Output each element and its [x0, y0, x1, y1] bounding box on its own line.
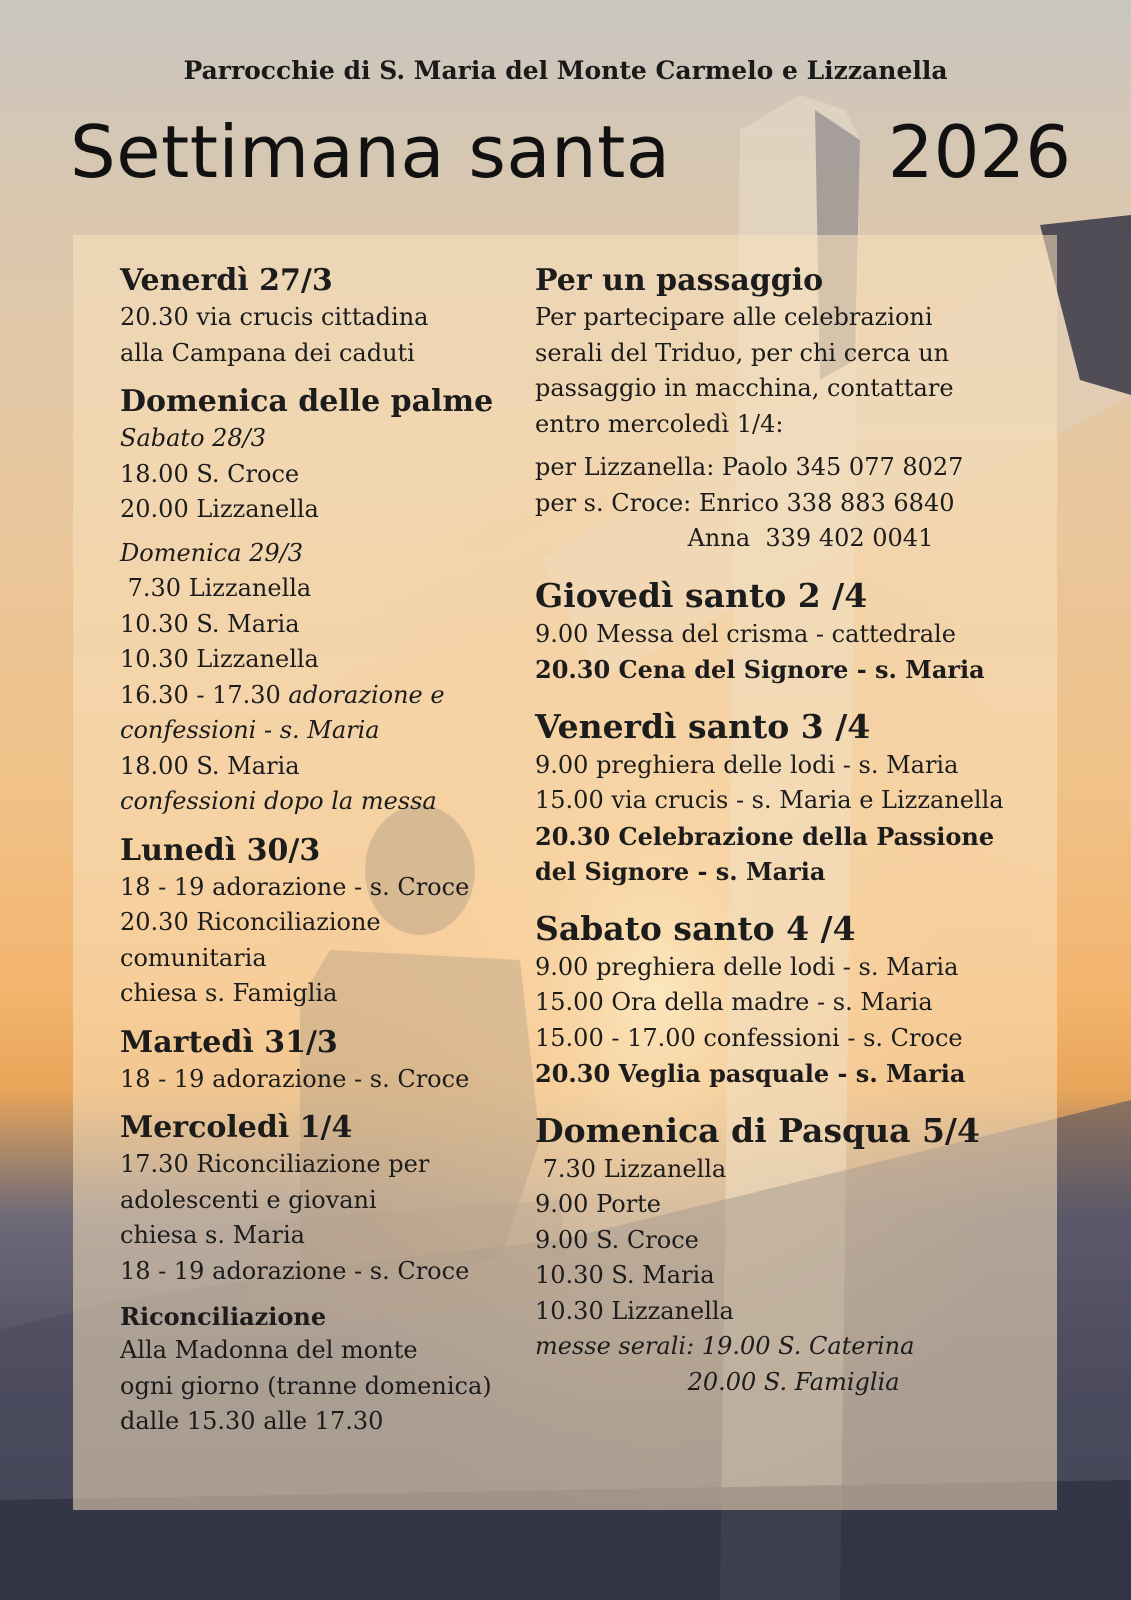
schedule-line: 20.30 Veglia pasquale - s. Maria: [535, 1059, 966, 1088]
section-heading: Mercoledì 1/4: [120, 1110, 353, 1145]
section-venerdi-santo: [535, 706, 1045, 890]
schedule-line: 18 - 19 adorazione - s. Croce: [120, 1064, 470, 1093]
left-column: [120, 262, 515, 1440]
section-heading: Venerdì santo 3 /4: [535, 706, 871, 746]
section-sabato-santo: [535, 908, 1045, 1092]
schedule-line: 18.00 S. Croce: [120, 459, 300, 488]
section-mercoledi: [120, 1109, 515, 1289]
schedule-line: 18 - 19 adorazione - s. Croce: [120, 872, 470, 901]
info-line: Per partecipare alle celebrazioni: [535, 303, 933, 331]
time: 19.00 S. Caterina: [701, 1332, 915, 1360]
schedule-line: 18.00 S. Maria: [120, 751, 300, 780]
schedule-line: 20.30 via crucis cittadina: [120, 303, 429, 331]
parish-name: Parrocchie di S. Maria del Monte Carmelo e Lizzanella: [183, 56, 948, 85]
activity: adorazione e: [288, 680, 445, 709]
schedule-line: confessioni - s. Maria: [120, 716, 380, 744]
schedule-line: 20.30 Celebrazione della Passione: [535, 821, 995, 851]
section-heading: Domenica delle palme: [120, 384, 494, 419]
schedule-line: 9.00 preghiera delle lodi - s. Maria: [535, 750, 959, 779]
section-pasqua: [535, 1110, 1045, 1401]
schedule-line: dalle 15.30 alle 17.30: [120, 1407, 384, 1435]
section-riconciliazione: [120, 1301, 515, 1440]
schedule-line: alla Campana dei caduti: [120, 338, 415, 367]
right-column: [535, 262, 1045, 1400]
schedule-line: comunitaria: [120, 943, 267, 972]
schedule-line: 9.00 Messa del crisma - cattedrale: [535, 619, 956, 648]
schedule-line: 20.00 Lizzanella: [120, 495, 319, 523]
schedule-line: del Signore - s. Maria: [535, 857, 826, 886]
schedule-line: [535, 1329, 1045, 1365]
schedule-line: chiesa s. Famiglia: [120, 979, 338, 1007]
contact-line: per Lizzanella: Paolo 345 077 8027: [535, 453, 964, 481]
section-heading: Giovedì santo 2 /4: [535, 575, 868, 615]
schedule-line: chiesa s. Maria: [120, 1221, 305, 1249]
label: messe serali:: [535, 1332, 702, 1360]
schedule-line: adolescenti e giovani: [120, 1185, 377, 1214]
time: 16.30 - 17.30: [120, 680, 289, 709]
info-line: passaggio in macchina, contattare: [535, 374, 954, 402]
section-venerdi-27: [120, 262, 515, 371]
schedule-line: 15.00 via crucis - s. Maria e Lizzanella: [535, 786, 1004, 814]
section-heading: Per un passaggio: [535, 263, 824, 298]
section-heading: Domenica di Pasqua 5/4: [535, 1110, 980, 1150]
schedule-line: 10.30 S. Maria: [535, 1261, 715, 1289]
schedule-line: 9.00 preghiera delle lodi - s. Maria: [535, 952, 959, 981]
day-subheading: Domenica 29/3: [120, 538, 304, 567]
schedule-line: 7.30 Lizzanella: [535, 1154, 727, 1183]
page-title: Settimana santa: [70, 110, 671, 194]
section-heading: Sabato santo 4 /4: [535, 908, 856, 948]
schedule-line: [120, 678, 515, 714]
schedule-line: confessioni dopo la messa: [120, 787, 437, 815]
contact-line: per s. Croce: Enrico 338 883 6840: [535, 488, 955, 517]
info-line: entro mercoledì 1/4:: [535, 409, 784, 438]
schedule-line: ogni giorno (tranne domenica): [120, 1371, 492, 1400]
contact-line: Anna 339 402 0041: [535, 524, 934, 552]
day-subheading: Sabato 28/3: [120, 424, 267, 452]
section-heading: Riconciliazione: [120, 1302, 327, 1331]
page-year: 2026: [887, 110, 1071, 194]
schedule-line: 10.30 S. Maria: [120, 609, 300, 638]
section-lunedi: [120, 832, 515, 1012]
schedule-line: 10.30 Lizzanella: [535, 1296, 734, 1325]
schedule-line: 20.00 S. Famiglia: [535, 1367, 900, 1396]
schedule-line: 7.30 Lizzanella: [120, 574, 312, 602]
schedule-line: 18 - 19 adorazione - s. Croce: [120, 1256, 470, 1285]
schedule-line: 20.30 Cena del Signore - s. Maria: [535, 655, 985, 684]
section-heading: Lunedì 30/3: [120, 832, 321, 868]
schedule-line: 20.30 Riconciliazione: [120, 908, 381, 936]
info-line: serali del Triduo, per chi cerca un: [535, 338, 950, 367]
section-passaggio: [535, 262, 1045, 557]
schedule-line: 9.00 S. Croce: [535, 1225, 699, 1254]
schedule-line: 15.00 - 17.00 confessioni - s. Croce: [535, 1023, 963, 1052]
section-heading: Martedì 31/3: [120, 1024, 338, 1060]
schedule-line: 15.00 Ora della madre - s. Maria: [535, 988, 933, 1016]
schedule-line: Alla Madonna del monte: [120, 1336, 418, 1364]
section-heading: Venerdì 27/3: [120, 263, 333, 298]
schedule-line: 17.30 Riconciliazione per: [120, 1150, 430, 1178]
section-domenica-palme: [120, 383, 515, 820]
section-martedi: [120, 1024, 515, 1098]
schedule-line: 10.30 Lizzanella: [120, 645, 319, 673]
schedule-line: 9.00 Porte: [535, 1190, 662, 1218]
section-giovedi-santo: [535, 575, 1045, 688]
